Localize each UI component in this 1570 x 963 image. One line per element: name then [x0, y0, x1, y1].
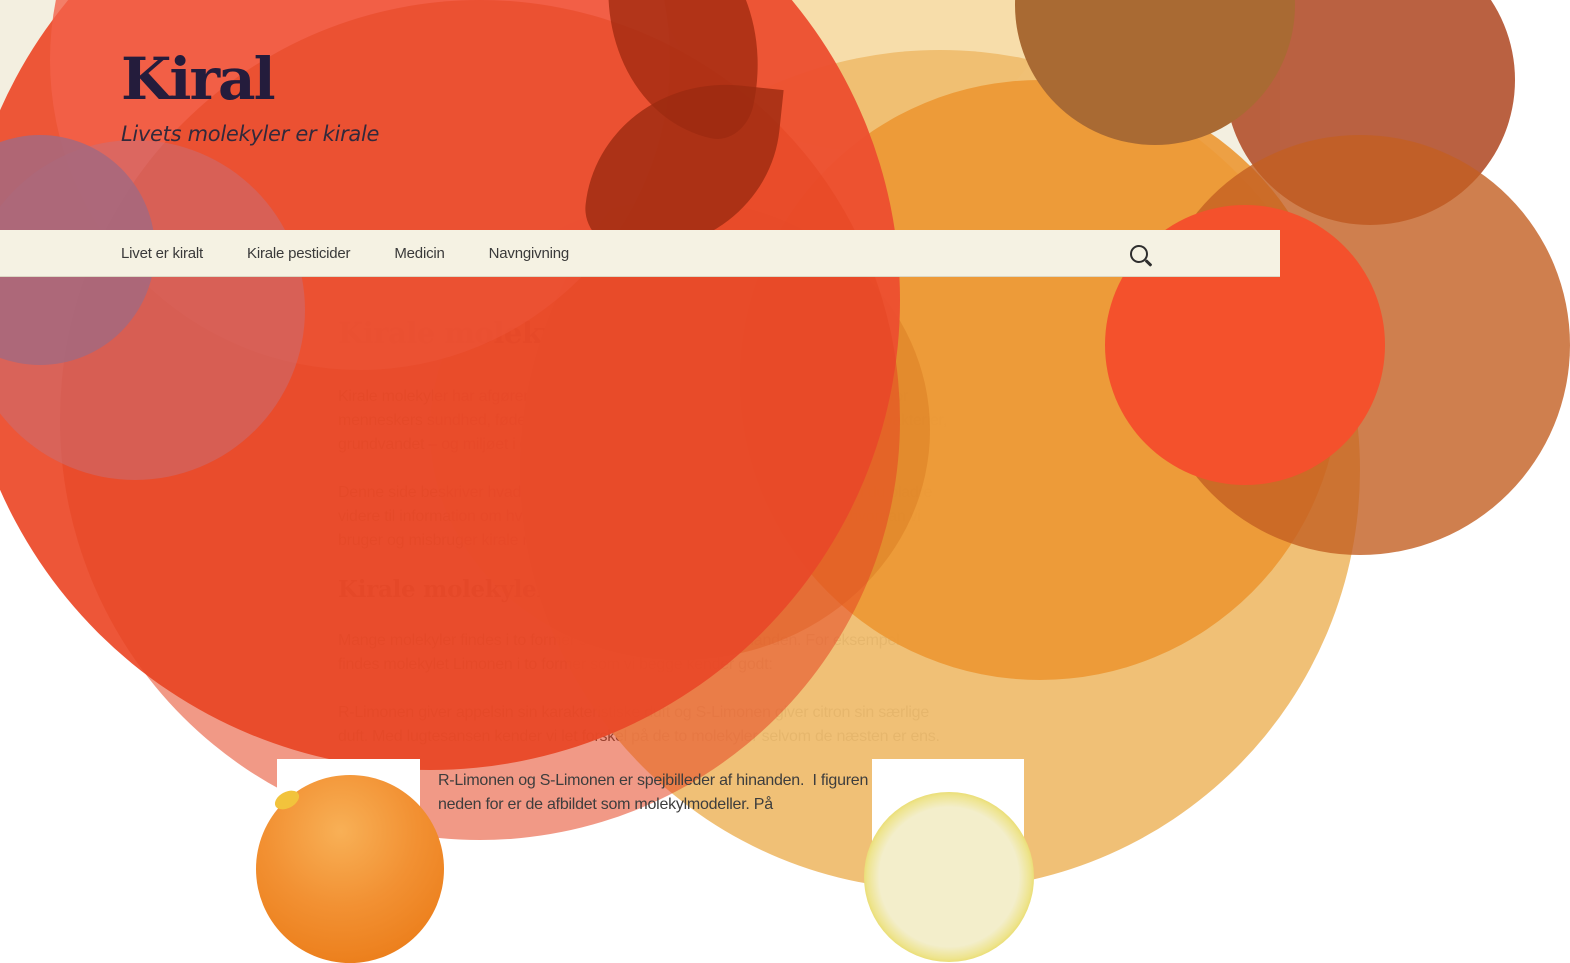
limonene-figure [277, 759, 1022, 909]
site-branding [121, 45, 380, 146]
site-title[interactable]: Kiral [121, 45, 274, 113]
main-nav [0, 230, 1280, 277]
figure-caption [420, 759, 870, 817]
nav-item-kirale-pesticider[interactable]: Kirale pesticider [247, 244, 351, 262]
nav-item-medicin[interactable]: Medicin [394, 244, 445, 262]
lemon-image [872, 759, 1024, 909]
orange-image [277, 759, 420, 909]
site-header [0, 0, 1280, 230]
nav-item-livet-er-kiralt[interactable]: Livet er kiralt [121, 244, 204, 262]
site-tagline: Livets molekyler er kirale [121, 122, 380, 146]
nav-items [121, 245, 613, 262]
nav-item-navngivning[interactable]: Navngivning [488, 244, 570, 262]
search-button[interactable] [1130, 241, 1156, 267]
caption-line: R-Limonen og S-Limonen er spejbilleder af hinanden. I figuren [438, 772, 869, 789]
caption-line: neden for er de afbildet som molekylmodeller. På [438, 796, 773, 813]
search-icon [1130, 245, 1148, 263]
lemon-slice-graphic [864, 792, 1034, 962]
